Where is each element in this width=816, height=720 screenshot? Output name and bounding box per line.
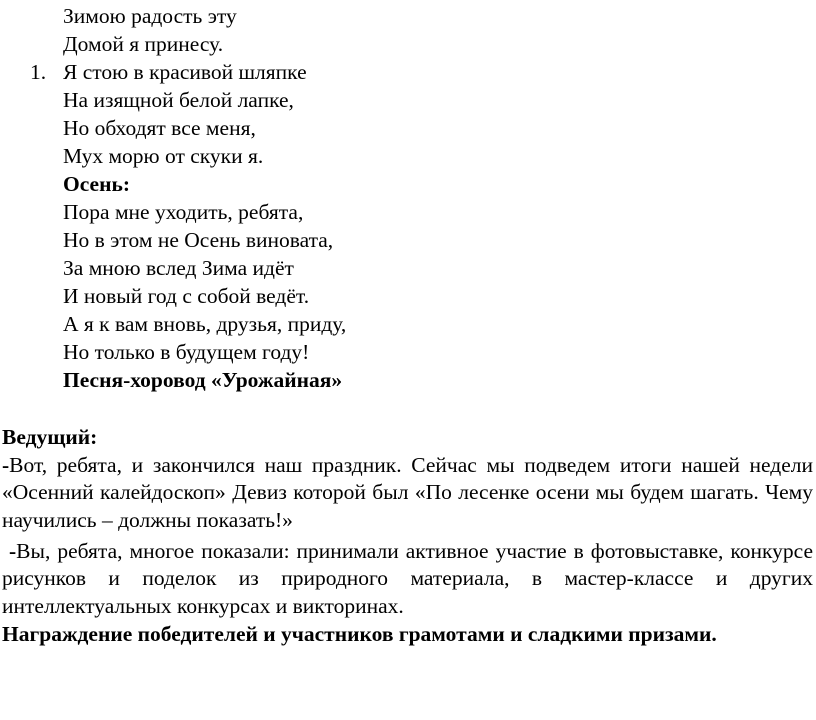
poem-line: Я стою в красивой шляпке — [63, 60, 307, 84]
dash: - — [2, 539, 17, 563]
list-number: 1. — [30, 60, 47, 84]
poem-line: А я к вам вновь, друзья, приду, — [63, 312, 347, 336]
paragraph-text: Вот, ребята, и закончился наш праздник. Сейчас мы подведем итоги нашей недели «Осенний калейдоскоп» Девиз которой был «По лесенке осени мы будем шагать. Чему научились – должны показать!» — [2, 453, 813, 532]
song-title: Песня-хоровод «Урожайная» — [63, 368, 343, 392]
poem-line: Домой я принесу. — [63, 32, 224, 56]
speaker-label-host: Ведущий: — [2, 425, 98, 449]
dash: - — [2, 453, 10, 477]
poem-line: Зимою радость эту — [63, 4, 237, 28]
poem-line: Мух морю от скуки я. — [63, 144, 264, 168]
award-line: Награждение победителей и участников грамотами и сладкими призами. — [2, 622, 717, 646]
poem-line: Пора мне уходить, ребята, — [63, 200, 304, 224]
poem-line: Но в этом не Осень виновата, — [63, 228, 334, 252]
poem-line: За мною вслед Зима идёт — [63, 256, 294, 280]
paragraph-text: Вы, ребята, многое показали: принимали активное участие в фотовыставке, конкурсе рисунков и поделок из природного материала, в мастер-классе и других интеллектуальных конкурсах и викторинах. — [2, 539, 813, 618]
poem-line: Но обходят все меня, — [63, 116, 256, 140]
poem-line: Но только в будущем году! — [63, 340, 310, 364]
poem-line: И новый год с собой ведёт. — [63, 284, 310, 308]
poem-line: На изящной белой лапке, — [63, 88, 294, 112]
host-paragraph-2 — [2, 538, 813, 620]
speaker-label-autumn: Осень: — [63, 172, 130, 196]
host-paragraph-1 — [2, 452, 813, 534]
